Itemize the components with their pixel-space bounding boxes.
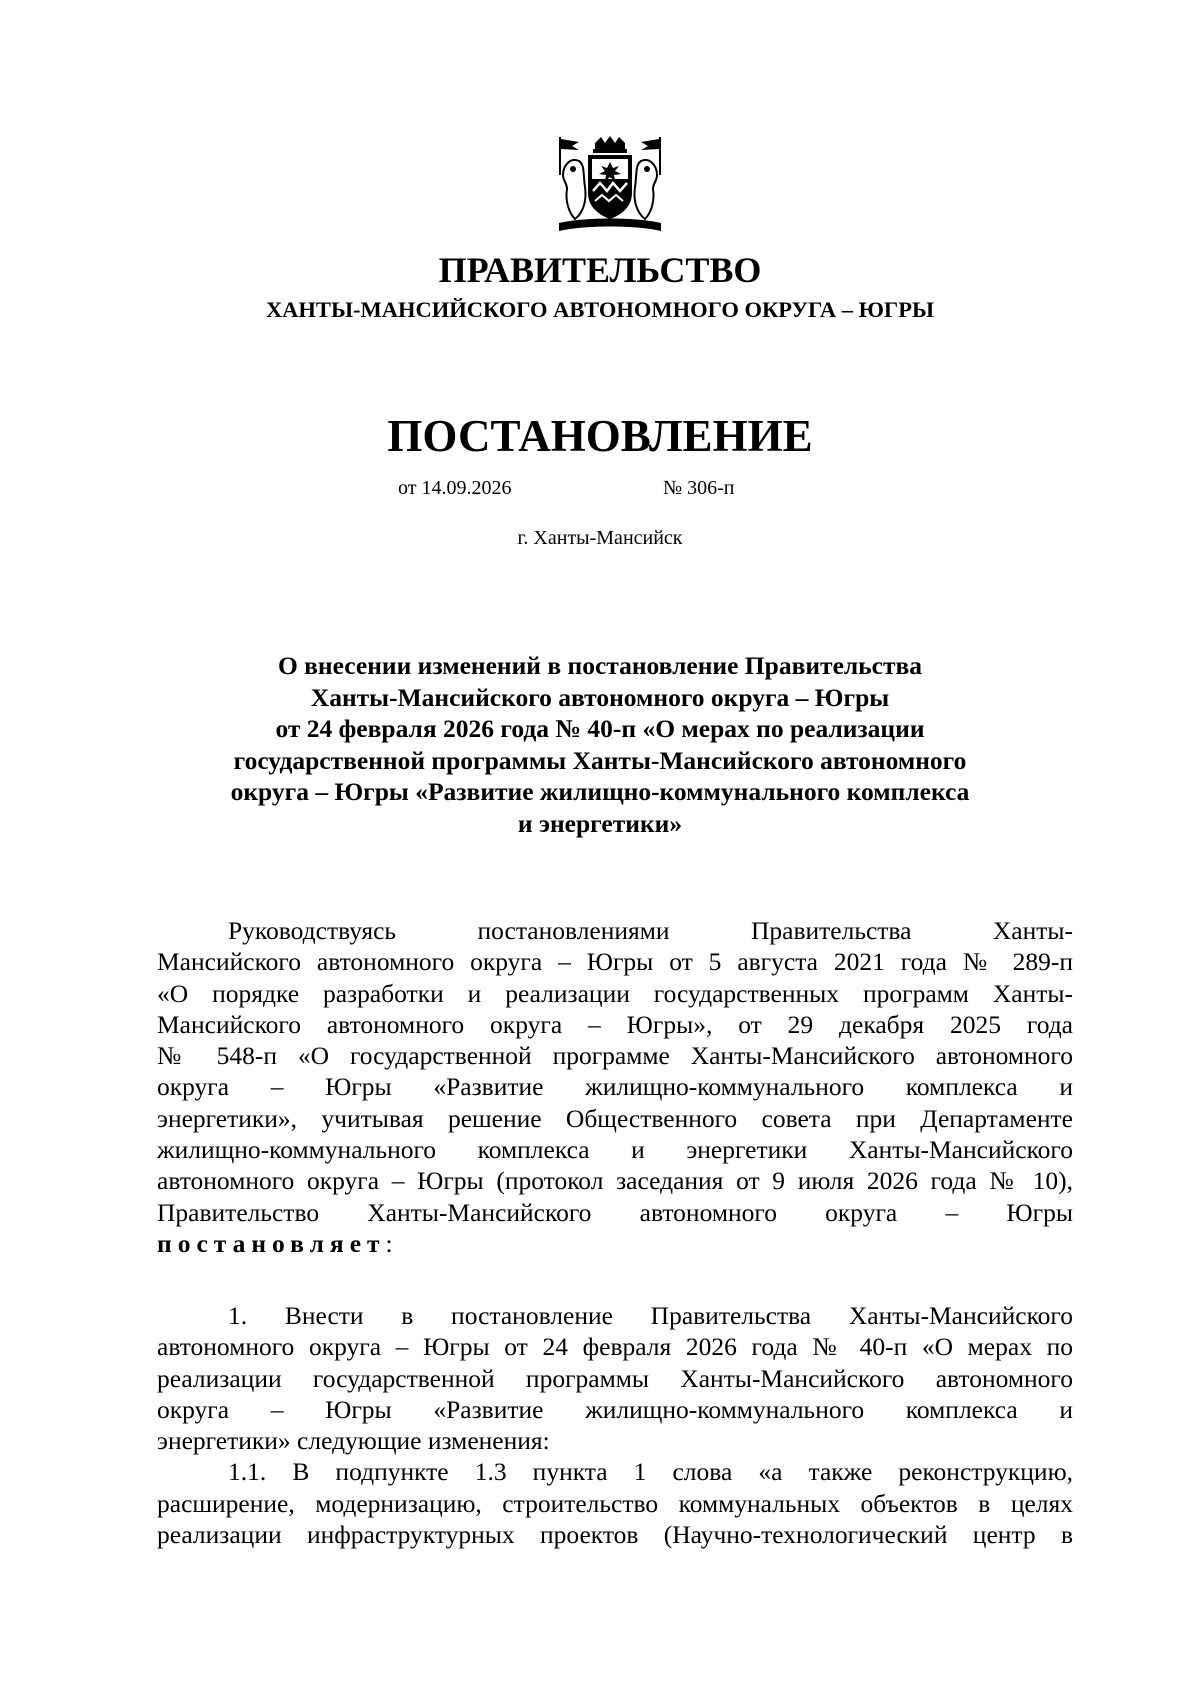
document-number: № 306-п: [663, 477, 735, 499]
item-line: энергетики» следующие изменения:: [157, 1426, 550, 1456]
item-line: 1. Внести в постановление Правительства Ханты-Мансийского: [228, 1301, 1073, 1330]
subitem-line: расширение, модернизацию, строительство коммунальных объектов в целях: [157, 1488, 1073, 1518]
heading-line: от 24 февраля 2026 года № 40-п «О мерах по реализации: [275, 714, 925, 743]
heading-line: О внесении изменений в постановление Правительства: [277, 651, 923, 680]
item-line: округа – Югры «Развитие жилищно-коммунального комплекса и: [157, 1394, 1073, 1424]
item-line: автономного округа – Югры от 24 февраля 2026 года № 40-п «О мерах по: [157, 1332, 1073, 1362]
preamble-line: Руководствуясь постановлениями Правительства Ханты-: [228, 916, 1073, 945]
item-1-paragraph: [157, 1300, 1073, 1550]
heading-line: округа – Югры «Развитие жилищно-коммунального комплекса: [230, 777, 970, 806]
preamble-line: Мансийского автономного округа – Югры от 5 августа 2021 года № 289-п: [157, 947, 1073, 977]
preamble-line: автономного округа – Югры (протокол заседания от 9 июля 2026 года № 10),: [157, 1166, 1073, 1196]
resolves-colon: :: [385, 1228, 393, 1258]
coat-of-arms-emblem: [555, 135, 665, 235]
subitem-line: 1.1. В подпункте 1.3 пункта 1 слова «а также реконструкцию,: [228, 1457, 1073, 1487]
preamble-line: Мансийского автономного округа – Югры», от 29 декабря 2025 года: [157, 1009, 1073, 1039]
government-title: ПРАВИТЕЛЬСТВО: [438, 250, 762, 290]
item-line: реализации государственной программы Ханты-Мансийского автономного: [157, 1363, 1073, 1393]
preamble-line: округа – Югры «Развитие жилищно-коммунального комплекса и: [157, 1072, 1073, 1102]
subitem-line: реализации инфраструктурных проектов (Научно-технологический центр в: [157, 1520, 1073, 1550]
heading-line: государственной программы Ханты-Мансийского автономного: [233, 745, 967, 775]
resolves-line: [157, 1228, 1073, 1259]
resolves-word: постановляет: [157, 1228, 386, 1258]
preamble-line: энергетики», учитывая решение Общественного совета при Департаменте: [157, 1103, 1073, 1133]
preamble-line: Правительство Ханты-Мансийского автономного округа – Югры: [157, 1197, 1073, 1227]
document-city: г. Ханты-Мансийск: [517, 527, 683, 549]
preamble-line: жилищно-коммунального комплекса и энергетики Ханты-Мансийского: [157, 1135, 1073, 1165]
document-date: от 14.09.2026: [398, 477, 512, 499]
preamble-line: № 548-п «О государственной программе Ханты-Мансийского автономного: [157, 1041, 1073, 1071]
document-type-title: ПОСТАНОВЛЕНИЕ: [387, 411, 813, 461]
resolution-heading: [170, 650, 1030, 839]
heading-line: Ханты-Мансийского автономного округа – Югры: [310, 682, 890, 712]
preamble-paragraph: [157, 915, 1073, 1259]
heading-line: и энергетики»: [517, 808, 683, 838]
preamble-line: «О порядке разработки и реализации государственных программ Ханты-: [157, 978, 1073, 1008]
government-subtitle: ХАНТЫ-МАНСИЙСКОГО АВТОНОМНОГО ОКРУГА – ЮГРЫ: [265, 297, 935, 322]
